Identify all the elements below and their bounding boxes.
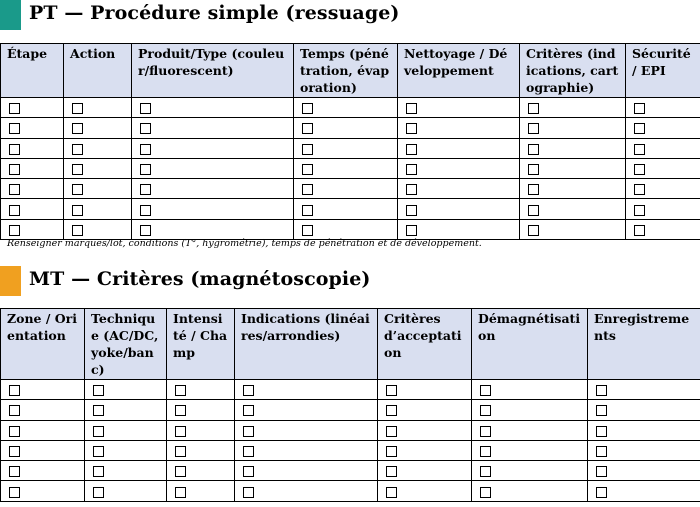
mt-table-cell <box>588 461 700 481</box>
pt-table-cell <box>64 199 132 219</box>
pt-table-cell <box>1 219 64 239</box>
pt-table-row <box>1 179 700 199</box>
checkbox[interactable] <box>634 164 645 175</box>
checkbox[interactable] <box>9 225 20 236</box>
mt-table-cell <box>167 400 235 420</box>
checkbox[interactable] <box>243 385 254 396</box>
mt-table-cell <box>85 440 167 460</box>
mt-table-cell <box>378 461 472 481</box>
pt-table-cell <box>132 219 294 239</box>
checkbox[interactable] <box>480 466 491 477</box>
checkbox[interactable] <box>302 144 313 155</box>
mt-table-cell <box>588 400 700 420</box>
mt-table-cell <box>85 400 167 420</box>
checkbox[interactable] <box>386 487 397 498</box>
checkbox[interactable] <box>93 487 104 498</box>
pt-table-cell <box>520 158 626 178</box>
checkbox[interactable] <box>528 103 539 114</box>
pt-table-cell <box>1 138 64 158</box>
mt-table-cell <box>167 461 235 481</box>
mt-header-enregistrements: Enregistrements <box>588 309 700 380</box>
checkbox[interactable] <box>386 405 397 416</box>
mt-table-row <box>1 461 700 481</box>
pt-table-cell <box>398 118 520 138</box>
mt-table-cell <box>472 400 588 420</box>
checkbox[interactable] <box>72 103 83 114</box>
mt-table-cell <box>588 380 700 400</box>
mt-table-cell <box>235 400 378 420</box>
checkbox[interactable] <box>72 144 83 155</box>
pt-table-cell <box>626 118 700 138</box>
pt-table-cell <box>520 118 626 138</box>
pt-table-row <box>1 158 700 178</box>
pt-table-cell <box>626 199 700 219</box>
checkbox[interactable] <box>302 103 313 114</box>
checkbox[interactable] <box>528 123 539 134</box>
checkbox[interactable] <box>386 426 397 437</box>
checkbox[interactable] <box>596 385 607 396</box>
mt-section-header <box>0 266 700 296</box>
pt-table-cell <box>294 98 398 118</box>
checkbox[interactable] <box>634 144 645 155</box>
pt-table-cell <box>132 118 294 138</box>
pt-table-cell <box>520 219 626 239</box>
mt-header-indications: Indications (linéaires/arrondies) <box>235 309 378 380</box>
checkbox[interactable] <box>93 385 104 396</box>
checkbox[interactable] <box>140 103 151 114</box>
mt-accent-bar <box>0 266 21 296</box>
checkbox[interactable] <box>140 205 151 216</box>
checkbox[interactable] <box>72 164 83 175</box>
pt-title: PT — Procédure simple (ressuage) <box>29 2 400 24</box>
checkbox[interactable] <box>302 205 313 216</box>
checkbox[interactable] <box>9 405 20 416</box>
pt-table-row <box>1 219 700 239</box>
checkbox[interactable] <box>406 164 417 175</box>
mt-table-cell <box>588 440 700 460</box>
checkbox[interactable] <box>9 184 20 195</box>
checkbox[interactable] <box>140 184 151 195</box>
checkbox[interactable] <box>302 164 313 175</box>
checkbox[interactable] <box>596 405 607 416</box>
checkbox[interactable] <box>480 405 491 416</box>
checkbox[interactable] <box>528 144 539 155</box>
pt-table-row <box>1 199 700 219</box>
checkbox[interactable] <box>386 446 397 457</box>
checkbox[interactable] <box>140 144 151 155</box>
checkbox[interactable] <box>634 225 645 236</box>
pt-table-row <box>1 138 700 158</box>
mt-table-cell <box>378 481 472 501</box>
pt-header-nettoyage: Nettoyage / Développement <box>398 44 520 98</box>
mt-table-cell <box>472 481 588 501</box>
mt-table-cell <box>588 481 700 501</box>
checkbox[interactable] <box>175 487 186 498</box>
pt-table-cell <box>294 118 398 138</box>
checkbox[interactable] <box>634 184 645 195</box>
checkbox[interactable] <box>243 446 254 457</box>
pt-table-row <box>1 118 700 138</box>
checkbox[interactable] <box>406 184 417 195</box>
checkbox[interactable] <box>386 385 397 396</box>
pt-table-cell <box>520 199 626 219</box>
checkbox[interactable] <box>596 466 607 477</box>
mt-table-cell <box>167 380 235 400</box>
pt-table-cell <box>1 118 64 138</box>
pt-header-temps: Temps (pénétration, évaporation) <box>294 44 398 98</box>
mt-table-cell <box>1 420 85 440</box>
pt-table-cell <box>294 179 398 199</box>
checkbox[interactable] <box>9 123 20 134</box>
mt-table-cell <box>235 380 378 400</box>
checkbox[interactable] <box>9 164 20 175</box>
pt-table-body <box>1 98 700 240</box>
checkbox[interactable] <box>93 446 104 457</box>
checkbox[interactable] <box>596 426 607 437</box>
pt-table-cell <box>626 219 700 239</box>
checkbox[interactable] <box>528 225 539 236</box>
pt-table-cell <box>64 158 132 178</box>
checkbox[interactable] <box>634 103 645 114</box>
checkbox[interactable] <box>243 405 254 416</box>
pt-table-cell <box>64 98 132 118</box>
mt-header-zone: Zone / Orientation <box>1 309 85 380</box>
checkbox[interactable] <box>406 144 417 155</box>
mt-table-cell <box>1 440 85 460</box>
mt-criteria-table <box>0 308 700 502</box>
mt-header-demagnetisation: Démagnétisation <box>472 309 588 380</box>
checkbox[interactable] <box>406 123 417 134</box>
checkbox[interactable] <box>9 487 20 498</box>
mt-table-cell <box>85 461 167 481</box>
pt-header-row <box>1 44 700 98</box>
mt-table-cell <box>235 440 378 460</box>
mt-header-intensite: Intensité / Champ <box>167 309 235 380</box>
checkbox[interactable] <box>596 487 607 498</box>
pt-header-action: Action <box>64 44 132 98</box>
pt-table-cell <box>64 219 132 239</box>
pt-table-cell <box>520 98 626 118</box>
checkbox[interactable] <box>302 123 313 134</box>
mt-table-cell <box>1 380 85 400</box>
pt-table-row <box>1 98 700 118</box>
checkbox[interactable] <box>93 405 104 416</box>
pt-table-cell <box>294 219 398 239</box>
mt-header-row <box>1 309 700 380</box>
pt-table-cell <box>1 158 64 178</box>
pt-header-etape: Étape <box>1 44 64 98</box>
pt-table-cell <box>294 138 398 158</box>
mt-table-cell <box>85 481 167 501</box>
checkbox[interactable] <box>634 205 645 216</box>
mt-table-body <box>1 380 700 502</box>
checkbox[interactable] <box>243 466 254 477</box>
pt-table-cell <box>1 179 64 199</box>
pt-table-cell <box>398 199 520 219</box>
mt-table-cell <box>1 400 85 420</box>
checkbox[interactable] <box>175 446 186 457</box>
checkbox[interactable] <box>528 184 539 195</box>
pt-procedure-table <box>0 43 700 240</box>
checkbox[interactable] <box>9 103 20 114</box>
checkbox[interactable] <box>9 426 20 437</box>
checkbox[interactable] <box>140 123 151 134</box>
checkbox[interactable] <box>480 385 491 396</box>
pt-note: Renseigner marques/lot, conditions (T°, hygrométrie), temps de pénétration et de développement. <box>7 238 482 249</box>
pt-table-cell <box>132 158 294 178</box>
pt-table-cell <box>1 199 64 219</box>
checkbox[interactable] <box>243 426 254 437</box>
checkbox[interactable] <box>9 385 20 396</box>
mt-table-cell <box>472 461 588 481</box>
checkbox[interactable] <box>386 466 397 477</box>
mt-table-cell <box>167 420 235 440</box>
mt-header-criteres: Critères d’acceptation <box>378 309 472 380</box>
checkbox[interactable] <box>634 123 645 134</box>
pt-table-cell <box>132 179 294 199</box>
mt-table-cell <box>167 481 235 501</box>
pt-table-cell <box>520 138 626 158</box>
mt-table-row <box>1 481 700 501</box>
checkbox[interactable] <box>528 164 539 175</box>
checkbox[interactable] <box>93 466 104 477</box>
checkbox[interactable] <box>9 144 20 155</box>
mt-table-cell <box>85 420 167 440</box>
checkbox[interactable] <box>480 487 491 498</box>
checkbox[interactable] <box>175 405 186 416</box>
mt-table-row <box>1 440 700 460</box>
checkbox[interactable] <box>72 184 83 195</box>
mt-table-cell <box>235 481 378 501</box>
mt-table-row <box>1 380 700 400</box>
pt-table-cell <box>626 158 700 178</box>
mt-header-technique: Technique (AC/DC, yoke/banc) <box>85 309 167 380</box>
pt-header-criteres: Critères (indications, cartographie) <box>520 44 626 98</box>
pt-table-cell <box>64 179 132 199</box>
checkbox[interactable] <box>9 466 20 477</box>
pt-table-cell <box>132 98 294 118</box>
checkbox[interactable] <box>72 205 83 216</box>
mt-table-cell <box>85 380 167 400</box>
checkbox[interactable] <box>302 184 313 195</box>
mt-table-cell <box>167 440 235 460</box>
checkbox[interactable] <box>175 385 186 396</box>
checkbox[interactable] <box>140 225 151 236</box>
pt-table-cell <box>398 219 520 239</box>
checkbox[interactable] <box>480 446 491 457</box>
pt-header-produit: Produit/Type (couleur/fluorescent) <box>132 44 294 98</box>
checkbox[interactable] <box>93 426 104 437</box>
checkbox[interactable] <box>243 487 254 498</box>
pt-table-cell <box>398 98 520 118</box>
checkbox[interactable] <box>406 103 417 114</box>
mt-table-cell <box>235 461 378 481</box>
checkbox[interactable] <box>72 123 83 134</box>
mt-table-cell <box>378 420 472 440</box>
pt-table-cell <box>132 199 294 219</box>
mt-table-cell <box>1 481 85 501</box>
mt-table-cell <box>378 380 472 400</box>
checkbox[interactable] <box>175 426 186 437</box>
pt-table-cell <box>294 199 398 219</box>
checkbox[interactable] <box>9 446 20 457</box>
pt-header-securite: Sécurité / EPI <box>626 44 700 98</box>
checkbox[interactable] <box>528 205 539 216</box>
mt-table-row <box>1 400 700 420</box>
pt-table-cell <box>398 138 520 158</box>
pt-table-cell <box>64 138 132 158</box>
mt-title: MT — Critères (magnétoscopie) <box>29 268 371 290</box>
pt-table-cell <box>398 158 520 178</box>
mt-table-cell <box>472 380 588 400</box>
mt-table-cell <box>1 461 85 481</box>
mt-table-cell <box>472 420 588 440</box>
mt-table-cell <box>378 400 472 420</box>
checkbox[interactable] <box>480 426 491 437</box>
mt-table-cell <box>472 440 588 460</box>
checkbox[interactable] <box>596 446 607 457</box>
pt-table-cell <box>132 138 294 158</box>
mt-table-cell <box>588 420 700 440</box>
pt-table-cell <box>294 158 398 178</box>
checkbox[interactable] <box>302 225 313 236</box>
mt-table-cell <box>378 440 472 460</box>
pt-table-cell <box>1 98 64 118</box>
checkbox[interactable] <box>406 205 417 216</box>
checkbox[interactable] <box>140 164 151 175</box>
pt-accent-bar <box>0 0 21 30</box>
pt-table-cell <box>626 179 700 199</box>
pt-table-cell <box>64 118 132 138</box>
checkbox[interactable] <box>175 466 186 477</box>
pt-table-cell <box>398 179 520 199</box>
mt-table-cell <box>235 420 378 440</box>
pt-table-cell <box>626 138 700 158</box>
checkbox[interactable] <box>9 205 20 216</box>
pt-table-cell <box>626 98 700 118</box>
checkbox[interactable] <box>406 225 417 236</box>
pt-table-cell <box>520 179 626 199</box>
mt-table-row <box>1 420 700 440</box>
checkbox[interactable] <box>72 225 83 236</box>
pt-section-header <box>0 0 700 30</box>
